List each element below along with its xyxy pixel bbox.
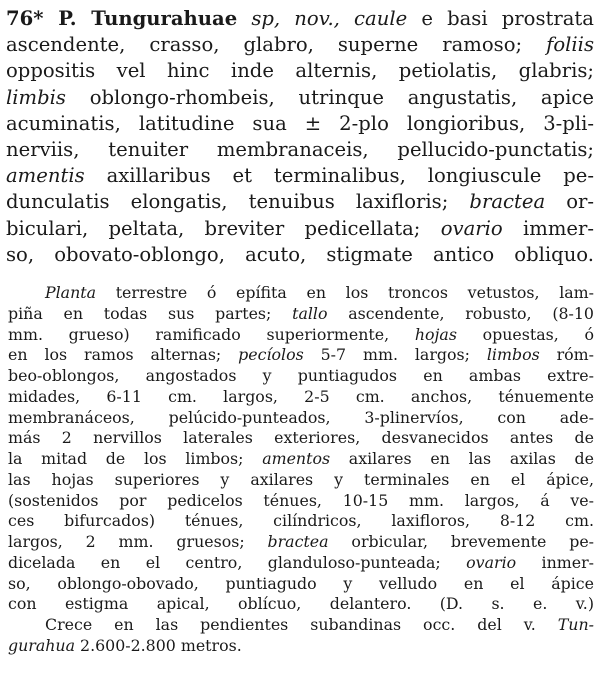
text-line bbox=[8, 366, 594, 387]
text-span: amentis bbox=[6, 164, 85, 188]
text-span: bractea bbox=[469, 190, 546, 214]
text-line bbox=[8, 470, 594, 491]
text-span: las hojas superiores y axilares y terminales en el ápice, bbox=[8, 469, 594, 489]
text-line bbox=[8, 304, 594, 325]
text-line bbox=[6, 111, 594, 137]
text-span: beo-oblongos, angostados y puntiagudos en ambas extre- bbox=[8, 366, 594, 385]
text-line bbox=[8, 574, 594, 595]
text-line bbox=[8, 594, 594, 615]
text-span: terrestre ó epífita en los troncos vetustos, lam- bbox=[96, 283, 594, 302]
text-span: piña en todas sus partes; bbox=[8, 303, 293, 323]
text-line bbox=[6, 189, 594, 215]
text-line bbox=[8, 553, 594, 574]
text-span: dicelada en el centro, glanduloso-punteada; bbox=[8, 552, 467, 572]
text-span: oppositis vel hinc inde alternis, petiolatis, glabris; bbox=[6, 59, 594, 83]
text-span: foliis bbox=[546, 33, 594, 57]
text-span: ovario bbox=[466, 552, 517, 572]
text-span: ascendente, robusto, (8-10 bbox=[327, 303, 594, 323]
text-line bbox=[8, 532, 594, 553]
text-span: nerviis, tenuiter membranaceis, pellucido-punctatis; bbox=[6, 137, 594, 161]
text-span: bractea bbox=[267, 532, 329, 551]
text-span: so, oblongo-obovado, puntiagudo y velludo en el ápice bbox=[8, 573, 594, 593]
text-span: gurahua bbox=[8, 635, 76, 655]
text-span: ovario bbox=[440, 216, 503, 240]
text-line bbox=[8, 511, 594, 532]
text-span: 5-7 mm. largos; bbox=[303, 345, 487, 365]
text-span: largos, 2 mm. gruesos; bbox=[8, 532, 268, 551]
text-span: axillaribus et terminalibus, longiuscule pe- bbox=[84, 164, 594, 188]
text-span: limbos bbox=[486, 345, 540, 365]
text-span: or- bbox=[545, 190, 594, 214]
text-span: 2.600-2.800 metros. bbox=[75, 635, 242, 655]
text-span: membranáceos, pelúcido-punteados, 3-plinervíos, con ade- bbox=[8, 407, 594, 427]
text-span: orbicular, brevemente pe- bbox=[328, 532, 595, 551]
text-line bbox=[8, 428, 594, 449]
text-span: limbis bbox=[6, 85, 66, 109]
text-span: ces bifurcados) ténues, cilíndricos, laxifloros, 8-12 cm. bbox=[8, 511, 594, 531]
text-line bbox=[8, 636, 594, 657]
text-span: axilares en las axilas de bbox=[330, 449, 594, 468]
text-span: acuminatis, latitudine sua ± 2-plo longioribus, 3-pli- bbox=[6, 111, 594, 135]
text-span: oblongo-rhombeis, utrinque angustatis, apice bbox=[65, 85, 594, 109]
text-span: con estigma apical, oblícuo, delantero. (D. s. e. v.) bbox=[8, 594, 594, 614]
text-line bbox=[6, 6, 594, 32]
text-line bbox=[8, 283, 594, 304]
text-line bbox=[6, 242, 594, 268]
latin-description bbox=[6, 6, 594, 268]
species-heading: 76* P. Tungurahuae bbox=[6, 7, 238, 30]
text-line bbox=[8, 345, 594, 366]
text-span: sp, nov., caule bbox=[237, 7, 408, 30]
text-line bbox=[6, 163, 594, 189]
text-line bbox=[6, 85, 594, 111]
text-span: midades, 6-11 cm. largos, 2-5 cm. anchos, ténuemente bbox=[8, 386, 594, 406]
text-line bbox=[8, 491, 594, 512]
text-line bbox=[8, 449, 594, 470]
text-line bbox=[8, 325, 594, 346]
text-line bbox=[6, 137, 594, 163]
text-span: ascendente, crasso, glabro, superne ramoso; bbox=[6, 33, 547, 57]
text-span: la mitad de los limbos; bbox=[8, 449, 263, 468]
text-line bbox=[8, 387, 594, 408]
text-span: más 2 nervillos laterales exteriores, desvanecidos antes de bbox=[8, 428, 594, 448]
text-span: (sostenidos por pedicelos ténues, 10-15 mm. largos, á ve- bbox=[8, 490, 594, 510]
spanish-description bbox=[8, 283, 594, 657]
text-line bbox=[8, 408, 594, 429]
text-span: tallo bbox=[292, 303, 328, 323]
text-span: dunculatis elongatis, tenuibus laxifloris; bbox=[6, 190, 470, 214]
text-line bbox=[6, 58, 594, 84]
text-span: e basi prostrata bbox=[407, 7, 594, 30]
text-span: mm. grueso) ramificado superiormente, bbox=[8, 324, 415, 344]
text-span: Crece en las pendientes subandinas occ. del v. bbox=[45, 615, 558, 634]
text-span: opuestas, ó bbox=[456, 324, 594, 344]
text-span: róm- bbox=[539, 345, 594, 365]
text-span: en los ramos alternas; bbox=[8, 345, 239, 365]
text-span: Planta bbox=[45, 283, 97, 302]
text-span: so, obovato-oblongo, acuto, stigmate antico obliquo. bbox=[6, 242, 594, 266]
text-span: Tun- bbox=[557, 615, 594, 634]
text-line bbox=[6, 32, 594, 58]
text-span: immer- bbox=[502, 216, 594, 240]
text-span: hojas bbox=[414, 324, 457, 344]
text-span: inmer- bbox=[516, 552, 595, 572]
text-span: pecíolos bbox=[238, 345, 304, 365]
text-span: amentos bbox=[262, 449, 331, 468]
text-span: biculari, peltata, breviter pedicellata; bbox=[6, 216, 441, 240]
text-line bbox=[6, 216, 594, 242]
text-line bbox=[8, 615, 594, 636]
